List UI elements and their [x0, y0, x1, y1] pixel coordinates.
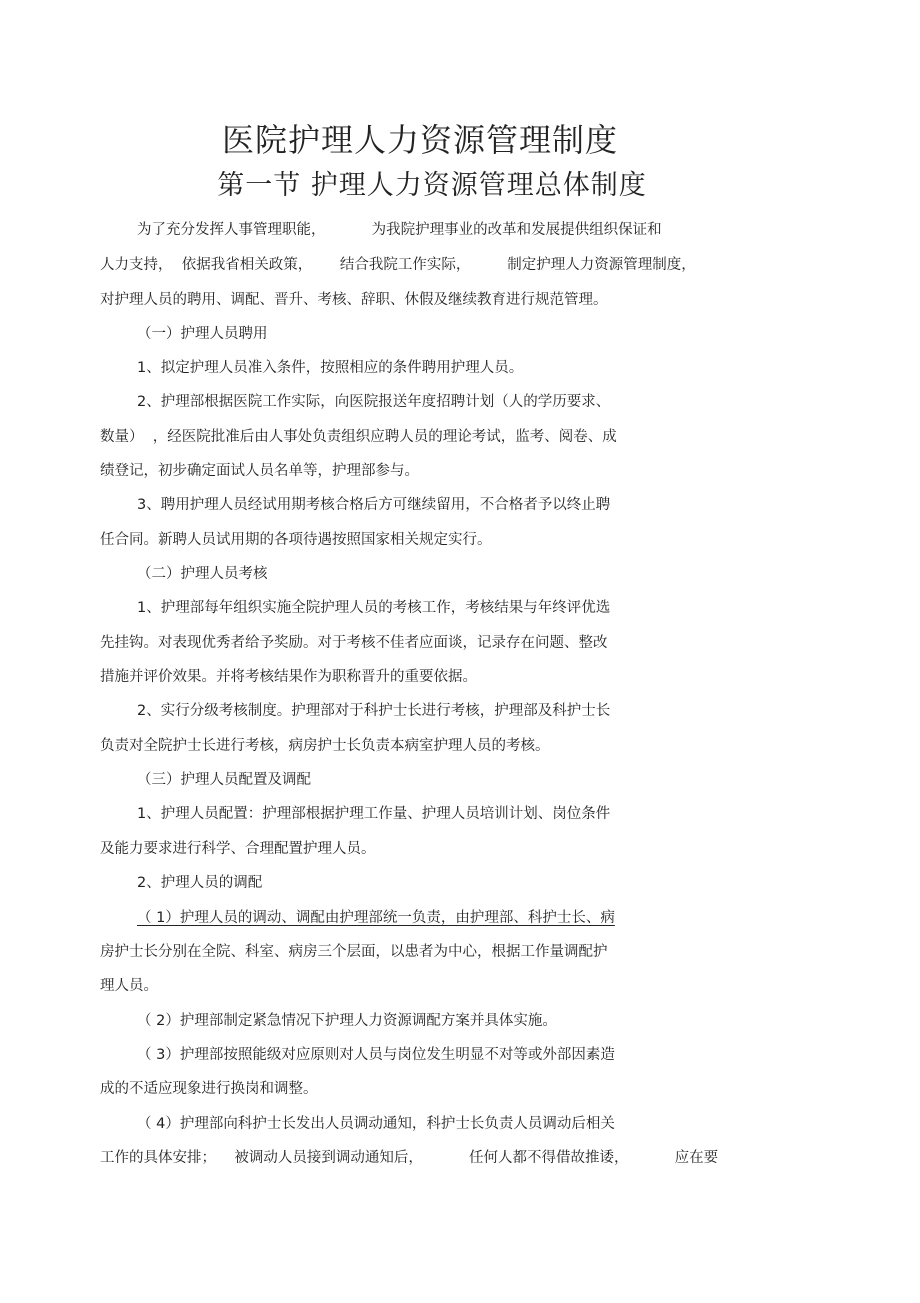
paragraph-line: 任合同。新聘人员试用期的各项待遇按照国家相关规定实行。	[100, 532, 492, 548]
paragraph-line: 及能力要求进行科学、合理配置护理人员。	[100, 841, 376, 857]
paragraph-line: 2、护理人员的调配	[137, 875, 263, 891]
paragraph-line: （ 2）护理部制定紧急情况下护理人力资源调配方案并具体实施。	[137, 1013, 557, 1029]
section-heading: （二）护理人员考核	[137, 566, 268, 582]
paragraph-line: 房护士长分别在全院、科室、病房三个层面，以患者为中心，根据工作量调配护	[100, 944, 608, 960]
paragraph-line: 1、拟定护理人员准入条件，按照相应的条件聘用护理人员。	[137, 360, 524, 376]
section-heading: （三）护理人员配置及调配	[137, 772, 311, 788]
paragraph-line: 先挂钩。对表现优秀者给予奖励。对于考核不佳者应面谈，记录存在问题、整改	[100, 635, 608, 651]
paragraph-line: 1、护理部每年组织实施全院护理人员的考核工作，考核结果与年终评优选	[137, 600, 611, 616]
paragraph-line: 工作的具体安排； 被调动人员接到调动通知后， 任何人都不得借故推诿， 应在要	[100, 1150, 719, 1166]
paragraph-line-underlined: （ 1）护理人员的调动、调配由护理部统一负责，由护理部、科护士长、病	[137, 910, 615, 926]
paragraph-line: 数量） ，经医院批准后由人事处负责组织应聘人员的理论考试，监考、阅卷、成	[100, 429, 617, 445]
paragraph-line: 为了充分发挥人事管理职能， 为我院护理事业的改革和发展提供组织保证和	[137, 222, 662, 238]
paragraph-line: 对护理人员的聘用、调配、晋升、考核、辞职、休假及继续教育进行规范管理。	[100, 292, 608, 308]
paragraph-line: 成的不适应现象进行换岗和调整。	[100, 1081, 318, 1097]
section-heading: （一）护理人员聘用	[137, 326, 268, 342]
paragraph-line: 人力支持， 依据我省相关政策， 结合我院工作实际， 制定护理人力资源管理制度，	[100, 257, 696, 273]
paragraph-line: 负责对全院护士长进行考核，病房护士长负责本病室护理人员的考核。	[100, 738, 550, 754]
paragraph-line: 绩登记，初步确定面试人员名单等，护理部参与。	[100, 463, 419, 479]
paragraph-line: 2、护理部根据医院工作实际，向医院报送年度招聘计划（人的学历要求、	[137, 394, 611, 410]
paragraph-line: （ 3）护理部按照能级对应原则对人员与岗位发生明显不对等或外部因素造	[137, 1047, 615, 1063]
paragraph-line: 1、护理人员配置：护理部根据护理工作量、护理人员培训计划、岗位条件	[137, 806, 611, 822]
section-title: 第一节 护理人力资源管理总体制度	[217, 170, 647, 201]
paragraph-line: 3、聘用护理人员经试用期考核合格后方可继续留用，不合格者予以终止聘	[137, 497, 611, 513]
paragraph-line: （ 4）护理部向科护士长发出人员调动通知，科护士长负责人员调动后相关	[137, 1116, 615, 1132]
paragraph-line: 理人员。	[100, 978, 158, 994]
paragraph-line: 措施并评价效果。并将考核结果作为职称晋升的重要依据。	[100, 669, 477, 685]
paragraph-line: 2、实行分级考核制度。护理部对于科护士长进行考核，护理部及科护士长	[137, 703, 611, 719]
document-title: 医院护理人力资源管理制度	[221, 121, 618, 159]
